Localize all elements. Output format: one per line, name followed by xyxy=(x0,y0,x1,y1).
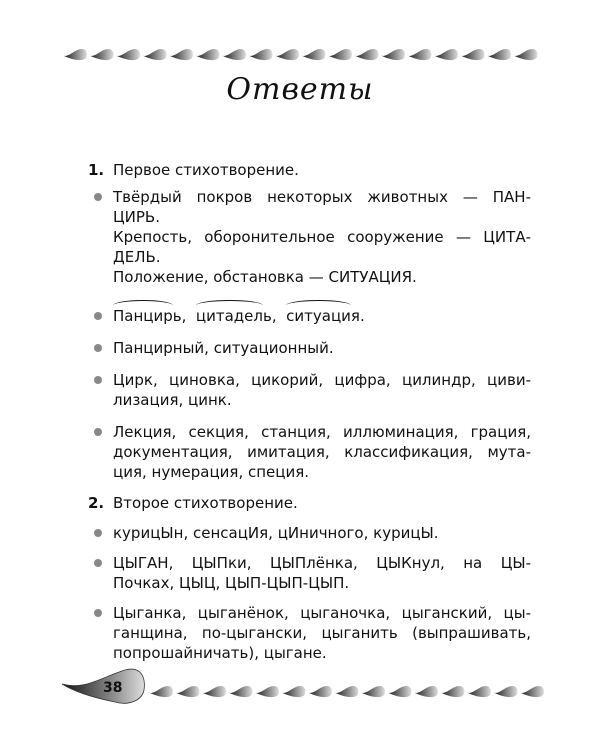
leaf-ornament xyxy=(195,49,220,60)
leaf-ornament xyxy=(168,49,193,60)
leaf-ornament xyxy=(380,49,405,60)
leaf-ornament xyxy=(254,686,279,697)
answer-line: курицЫн, сенсацИя, цИничного, курицЫ. xyxy=(113,524,439,542)
leaf-ornament xyxy=(248,49,273,60)
leaf-ornament xyxy=(175,686,200,697)
page-title: Ответы xyxy=(226,72,374,107)
answer-line: Почках, ЦЫЦ, ЦЫП-ЦЫП-ЦЫП. xyxy=(113,574,350,592)
leaf-ornament xyxy=(201,686,226,697)
section-number: 1. xyxy=(88,161,105,179)
answer-line: Твёрдый покров некоторых животных — ПАН- xyxy=(113,188,531,206)
bullet xyxy=(94,312,102,320)
leaf-ornament xyxy=(281,686,306,697)
answer-line: Панцирный, ситуационный. xyxy=(113,339,334,357)
bullet xyxy=(94,609,102,617)
leaf-ornament xyxy=(327,49,352,60)
leaf-ornament xyxy=(387,686,412,697)
answer-line: Цыганка, цыганёнок, цыганочка, цыганский, цы- xyxy=(113,604,531,622)
leaf-ornament xyxy=(148,686,173,697)
answer-line: ДЕЛЬ. xyxy=(113,248,161,266)
leaf-ornament xyxy=(440,686,465,697)
leaf-ornament xyxy=(413,686,438,697)
section-heading: Второе стихотворение. xyxy=(113,494,298,512)
word-ending: ь, xyxy=(263,307,277,325)
root-arc: цитадел xyxy=(195,307,263,325)
leaf-ornament xyxy=(407,49,432,60)
leaf-ornament xyxy=(493,686,518,697)
leaf-ornament xyxy=(301,49,326,60)
answer-line-word-roots xyxy=(113,306,531,326)
answer-line: ЦЫГАН, ЦЫПки, ЦЫПлёнка, ЦЫКнул, на ЦЫ- xyxy=(113,554,531,572)
leaf-ornament xyxy=(519,686,544,697)
root-arc: ситуаци xyxy=(286,307,351,325)
leaf-ornament xyxy=(486,49,511,60)
answer-line: ЦИРЬ. xyxy=(113,208,160,226)
root-arc: Панцир xyxy=(113,307,173,325)
leaf-ornament xyxy=(334,686,359,697)
answer-line: лизация, цинк. xyxy=(113,391,232,409)
section-number: 2. xyxy=(88,494,105,512)
page-number: 38 xyxy=(103,680,123,696)
leaf-ornament xyxy=(433,49,458,60)
leaf-ornament xyxy=(460,49,485,60)
answer-line: Лекция, секция, станция, иллюминация, грация, xyxy=(113,423,531,441)
answer-line: Положение, обстановка — СИТУАЦИЯ. xyxy=(113,268,417,286)
leaf-ornament xyxy=(62,49,87,60)
bullet xyxy=(94,529,102,537)
answer-line: попрошайничать), цыгане. xyxy=(113,644,327,662)
section-heading: Первое стихотворение. xyxy=(113,161,299,179)
answer-line: ганщина, по-цыгански, цыганить (выпрашивать, xyxy=(113,624,531,642)
leaf-ornament xyxy=(221,49,246,60)
leaf-ornament xyxy=(513,49,538,60)
word-ending: я. xyxy=(350,307,365,325)
answer-line: ция, нумерация, специя. xyxy=(113,463,310,481)
answer-line: Цирк, циновка, цикорий, цифра, цилиндр, циви- xyxy=(113,371,531,389)
bullet xyxy=(94,428,102,436)
leaf-ornament xyxy=(89,49,114,60)
leaf-ornament xyxy=(307,686,332,697)
leaf-ornament xyxy=(354,49,379,60)
answer-line: документация, имитация, классификация, мута- xyxy=(113,443,531,461)
bullet xyxy=(94,376,102,384)
leaf-ornament xyxy=(228,686,253,697)
leaf-ornament xyxy=(466,686,491,697)
bullet xyxy=(94,344,102,352)
leaf-ornament xyxy=(360,686,385,697)
leaf-ornament xyxy=(142,49,167,60)
leaf-ornament xyxy=(115,49,140,60)
answer-line: Крепость, оборонительное сооружение — ЦИТА- xyxy=(113,228,531,246)
bullet xyxy=(94,193,102,201)
leaf-ornament xyxy=(274,49,299,60)
word-ending: ь, xyxy=(172,307,187,325)
bullet xyxy=(94,559,102,567)
